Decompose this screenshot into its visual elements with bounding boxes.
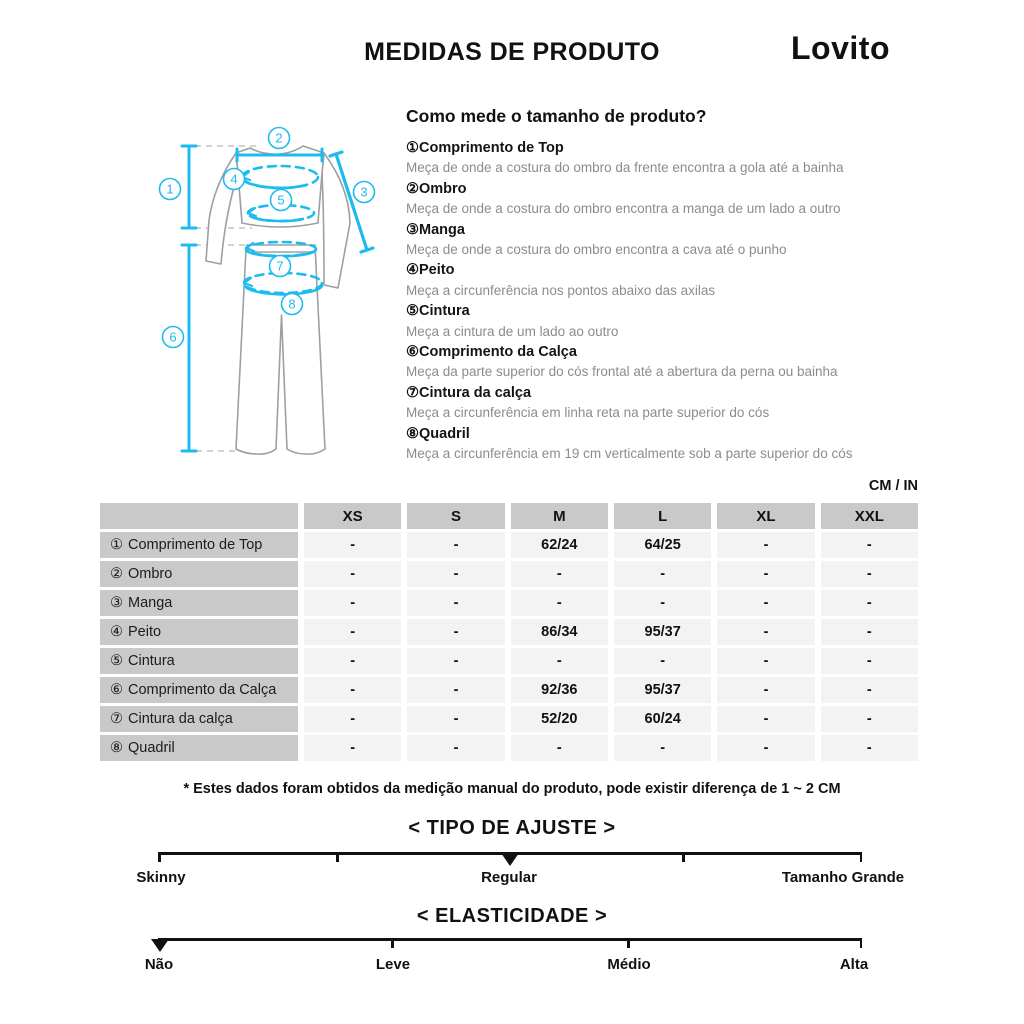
elasticity-label-alta: Alta bbox=[839, 956, 869, 973]
guide-item-desc: Meça a circunferência nos pontos abaixo das axilas bbox=[406, 282, 716, 298]
svg-text:1: 1 bbox=[166, 181, 174, 197]
value-cell: - bbox=[821, 590, 918, 616]
guide-item-number: ③ bbox=[406, 221, 419, 238]
fit-tick-mid-left bbox=[336, 852, 339, 862]
value-cell: - bbox=[304, 590, 401, 616]
svg-text:2: 2 bbox=[275, 130, 283, 146]
value-cell: - bbox=[304, 561, 401, 587]
callout-8 bbox=[282, 294, 303, 315]
value-cell: - bbox=[407, 677, 504, 703]
value-cell: - bbox=[407, 619, 504, 645]
fit-tick-start bbox=[158, 852, 161, 862]
value-cell: - bbox=[304, 619, 401, 645]
elasticity-label-leve: Leve bbox=[375, 956, 411, 973]
guide-item-label: Cintura da calça bbox=[419, 384, 532, 401]
row-label: ① Comprimento de Top bbox=[100, 532, 298, 558]
value-cell: - bbox=[304, 677, 401, 703]
svg-text:8: 8 bbox=[288, 296, 296, 312]
value-cell: - bbox=[821, 706, 918, 732]
value-cell: 95/37 bbox=[614, 677, 711, 703]
value-cell: - bbox=[717, 561, 814, 587]
column-header: XS bbox=[304, 503, 401, 529]
callout-1 bbox=[160, 179, 181, 200]
value-cell: - bbox=[717, 648, 814, 674]
value-cell: - bbox=[821, 561, 918, 587]
value-cell: - bbox=[511, 735, 608, 761]
value-cell: - bbox=[304, 648, 401, 674]
guide-item-label: Cintura bbox=[419, 303, 470, 320]
guide-item-desc: Meça a cintura de um lado ao outro bbox=[406, 323, 619, 339]
svg-text:6: 6 bbox=[169, 329, 177, 345]
row-label: ④ Peito bbox=[100, 619, 298, 645]
guide-item-number: ① bbox=[406, 140, 419, 156]
measurement-note: * Estes dados foram obtidos da medição manual do produto, pode existir diferença de 1 ~ 2 CM bbox=[183, 781, 841, 797]
callout-7 bbox=[270, 256, 291, 277]
fit-tick-end bbox=[860, 852, 863, 862]
guide-item-label: Comprimento de Top bbox=[419, 140, 564, 156]
value-cell: - bbox=[304, 706, 401, 732]
value-cell: - bbox=[821, 619, 918, 645]
callout-2 bbox=[269, 128, 290, 149]
guide-item-label: Ombro bbox=[419, 180, 467, 197]
value-cell: - bbox=[717, 735, 814, 761]
value-cell: - bbox=[717, 532, 814, 558]
value-cell: - bbox=[614, 648, 711, 674]
fit-label-tamanho-grande: Tamanho Grande bbox=[781, 869, 905, 886]
elasticity-scale-title: < ELASTICIDADE > bbox=[416, 905, 608, 927]
guide-item bbox=[406, 301, 928, 342]
svg-text:3: 3 bbox=[360, 184, 368, 200]
callout-6 bbox=[163, 327, 184, 348]
column-header: M bbox=[511, 503, 608, 529]
corner-cell bbox=[100, 503, 298, 529]
elasticity-label-medio: Médio bbox=[607, 956, 651, 973]
value-cell: 62/24 bbox=[511, 532, 608, 558]
svg-text:7: 7 bbox=[276, 258, 284, 274]
elasticity-marker-icon bbox=[151, 939, 169, 952]
row-label: ⑧ Quadril bbox=[100, 735, 298, 761]
elasticity-tick-medio bbox=[627, 938, 630, 948]
elasticity-tick-leve bbox=[391, 938, 394, 948]
svg-text:4: 4 bbox=[230, 171, 238, 187]
elasticity-tick-end bbox=[860, 938, 863, 948]
column-header: S bbox=[407, 503, 504, 529]
value-cell: - bbox=[717, 590, 814, 616]
fit-label-regular: Regular bbox=[481, 869, 537, 886]
value-cell: - bbox=[511, 561, 608, 587]
brand-logo: Lovito bbox=[791, 30, 890, 66]
guide-item bbox=[406, 138, 928, 179]
guide-item bbox=[406, 342, 928, 383]
value-cell: - bbox=[717, 706, 814, 732]
value-cell: - bbox=[614, 561, 711, 587]
value-cell: - bbox=[407, 706, 504, 732]
svg-text:5: 5 bbox=[277, 192, 285, 208]
value-cell: - bbox=[614, 735, 711, 761]
value-cell: 92/36 bbox=[511, 677, 608, 703]
guide-item bbox=[406, 179, 928, 220]
elasticity-scale bbox=[158, 938, 862, 954]
value-cell: - bbox=[407, 648, 504, 674]
value-cell: - bbox=[614, 590, 711, 616]
fit-marker-icon bbox=[501, 853, 519, 866]
guide-item-desc: Meça a circunferência em 19 cm verticalmente sob a parte superior do cós bbox=[406, 446, 853, 462]
measure-guide bbox=[406, 106, 928, 465]
value-cell: - bbox=[821, 648, 918, 674]
value-cell: - bbox=[821, 735, 918, 761]
page-title: MEDIDAS DE PRODUTO bbox=[364, 38, 660, 66]
measurement-diagram bbox=[130, 115, 410, 475]
size-table bbox=[100, 503, 918, 761]
guide-item bbox=[406, 424, 928, 465]
guide-item bbox=[406, 220, 928, 261]
guide-item-number: ⑦ bbox=[406, 384, 419, 401]
callout-5 bbox=[271, 190, 292, 211]
guide-item-desc: Meça de onde a costura do ombro encontra a cava até o punho bbox=[406, 242, 787, 258]
elasticity-label-nao: Não bbox=[144, 956, 174, 973]
guide-item-label: Comprimento da Calça bbox=[419, 344, 577, 361]
guide-item-label: Quadril bbox=[419, 425, 470, 442]
column-header: XL bbox=[717, 503, 814, 529]
row-label: ⑦ Cintura da calça bbox=[100, 706, 298, 732]
guide-item-desc: Meça de onde a costura do ombro da frente encontra a gola até a bainha bbox=[406, 160, 844, 176]
value-cell: - bbox=[407, 590, 504, 616]
guide-item-number: ⑧ bbox=[406, 425, 419, 442]
guide-item-label: Peito bbox=[419, 262, 455, 279]
column-header: XXL bbox=[821, 503, 918, 529]
value-cell: - bbox=[717, 619, 814, 645]
callout-3 bbox=[354, 182, 375, 203]
row-label: ② Ombro bbox=[100, 561, 298, 587]
value-cell: 86/34 bbox=[511, 619, 608, 645]
guide-item-desc: Meça a circunferência em linha reta na parte superior do cós bbox=[406, 405, 770, 421]
guide-item-number: ② bbox=[406, 180, 419, 197]
value-cell: - bbox=[717, 677, 814, 703]
value-cell: 52/20 bbox=[511, 706, 608, 732]
fit-scale-title: < TIPO DE AJUSTE > bbox=[408, 817, 616, 839]
fit-scale bbox=[158, 852, 862, 868]
value-cell: 64/25 bbox=[614, 532, 711, 558]
guide-item-desc: Meça da parte superior do cós frontal até a abertura da perna ou bainha bbox=[406, 364, 838, 380]
guide-item-number: ④ bbox=[406, 262, 419, 279]
row-label: ③ Manga bbox=[100, 590, 298, 616]
value-cell: 60/24 bbox=[614, 706, 711, 732]
guide-heading: Como mede o tamanho de produto? bbox=[406, 106, 707, 126]
value-cell: - bbox=[821, 532, 918, 558]
value-cell: - bbox=[304, 735, 401, 761]
value-cell: - bbox=[407, 561, 504, 587]
callout-4 bbox=[224, 169, 245, 190]
value-cell: - bbox=[407, 735, 504, 761]
guide-item-desc: Meça de onde a costura do ombro encontra a manga de um lado a outro bbox=[406, 201, 841, 217]
value-cell: - bbox=[511, 590, 608, 616]
value-cell: - bbox=[511, 648, 608, 674]
column-header: L bbox=[614, 503, 711, 529]
guide-item-label: Manga bbox=[419, 221, 465, 238]
fit-label-skinny: Skinny bbox=[136, 869, 186, 886]
guide-item bbox=[406, 260, 928, 301]
guide-item-number: ⑤ bbox=[406, 303, 419, 320]
guide-item bbox=[406, 383, 928, 424]
row-label: ⑥ Comprimento da Calça bbox=[100, 677, 298, 703]
value-cell: - bbox=[304, 532, 401, 558]
elasticity-scale-bar bbox=[158, 938, 862, 941]
value-cell: - bbox=[821, 677, 918, 703]
unit-label: CM / IN bbox=[868, 478, 918, 494]
value-cell: 95/37 bbox=[614, 619, 711, 645]
value-cell: - bbox=[407, 532, 504, 558]
row-label: ⑤ Cintura bbox=[100, 648, 298, 674]
guide-item-number: ⑥ bbox=[406, 344, 419, 361]
fit-tick-mid-right bbox=[682, 852, 685, 862]
